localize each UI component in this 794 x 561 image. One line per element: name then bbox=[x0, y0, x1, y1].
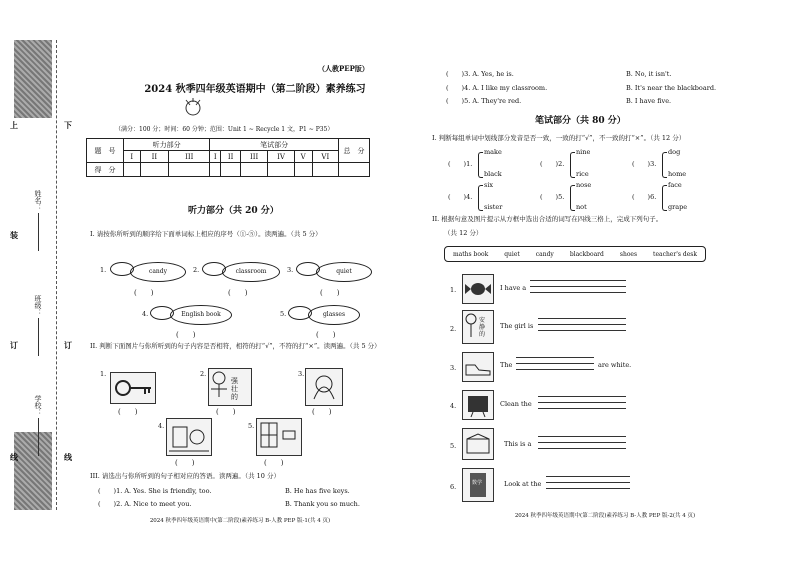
blackboard-picture bbox=[462, 390, 494, 420]
sentence-num: 4. bbox=[450, 402, 457, 410]
pair-num[interactable]: ( )1. bbox=[448, 160, 473, 168]
left-footer: 2024 秋季四年级英语期中(第二阶段)素养练习 B-人教 PEP 版-1(共 4 页) bbox=[149, 518, 331, 524]
listening-q1-text: I. 请按你所听到的顺序给下面单词标上相应的序号（①-⑤）。读两遍。（共 5 分） bbox=[90, 230, 322, 238]
writing-line[interactable] bbox=[538, 396, 626, 397]
writing-line[interactable] bbox=[546, 488, 630, 489]
binding-label-xian: 线 bbox=[10, 453, 18, 462]
word-bank-item: quiet bbox=[504, 250, 520, 258]
score-cell[interactable] bbox=[140, 163, 169, 177]
writing-line[interactable] bbox=[546, 476, 630, 477]
q3-option-b: B. I have five. bbox=[626, 97, 672, 105]
sentence-num: 5. bbox=[450, 442, 457, 450]
binding-gray-top bbox=[14, 40, 52, 118]
word-bubble: classroom bbox=[222, 262, 280, 282]
sentence-suffix: are white. bbox=[598, 361, 632, 369]
writing-line[interactable] bbox=[538, 408, 626, 409]
score-col: III bbox=[169, 151, 210, 163]
q1-item-num: 4. bbox=[142, 310, 149, 318]
class-field[interactable] bbox=[33, 295, 43, 356]
sentence-prefix: Look at the bbox=[504, 480, 542, 488]
pic-caption: 数学 bbox=[472, 480, 483, 486]
score-row-label: 得 分 bbox=[87, 163, 124, 177]
written-title: 笔试部分（共 80 分） bbox=[535, 116, 626, 126]
pair-num[interactable]: ( )2. bbox=[540, 160, 565, 168]
writing-line[interactable] bbox=[516, 363, 594, 364]
writing-line[interactable] bbox=[538, 436, 626, 437]
writing-line[interactable] bbox=[538, 442, 626, 443]
candy-icon bbox=[463, 275, 493, 303]
written-q1-text: I. 判断每组单词中划线部分发音是否一致，一致的打“√”，不一致的打“×”。（共 12 分） bbox=[432, 134, 686, 142]
answer-paren[interactable]: ( ) bbox=[176, 331, 196, 339]
q3-option-a: ( )4. A. I like my classroom. bbox=[446, 84, 548, 92]
sentence-num: 6. bbox=[450, 483, 457, 491]
listening-q3-text: III. 请选出与你所听到的句子相对应的答语。读两遍。（共 10 分） bbox=[90, 472, 280, 480]
score-cell[interactable] bbox=[221, 163, 240, 177]
pair-word-a: make bbox=[484, 148, 502, 156]
score-cell[interactable] bbox=[124, 163, 141, 177]
maths-book-picture bbox=[462, 468, 494, 502]
score-col: I bbox=[210, 151, 221, 163]
sentence-num: 2. bbox=[450, 325, 457, 333]
q2-item-num: 4. bbox=[158, 422, 165, 430]
shoe-icon bbox=[463, 353, 493, 381]
pair-num[interactable]: ( )3. bbox=[632, 160, 657, 168]
candy-picture bbox=[462, 274, 494, 304]
right-footer: 2024 秋季四年级英语期中(第二阶段)素养练习 B-人教 PEP 版-2(共 4 页) bbox=[514, 513, 696, 519]
score-cell[interactable] bbox=[169, 163, 210, 177]
score-col: III bbox=[240, 151, 268, 163]
writing-line[interactable] bbox=[538, 448, 626, 449]
score-cell[interactable] bbox=[240, 163, 268, 177]
score-cell[interactable] bbox=[210, 163, 221, 177]
score-cell[interactable] bbox=[268, 163, 294, 177]
key-picture bbox=[110, 372, 156, 404]
class-field-label: 班级： bbox=[34, 295, 42, 316]
writing-line[interactable] bbox=[530, 286, 626, 287]
sentence-prefix: This is a bbox=[504, 440, 532, 448]
brace bbox=[478, 185, 483, 211]
word-bank-item: maths book bbox=[452, 250, 489, 258]
answer-paren[interactable]: ( ) bbox=[228, 289, 248, 297]
q2-item-num: 3. bbox=[298, 370, 305, 378]
listening-title: 听力部分（共 20 分） bbox=[188, 206, 279, 216]
decor-icon bbox=[180, 96, 206, 118]
q3-option-a: ( )3. A. Yes, he is. bbox=[446, 70, 514, 78]
score-col: IV bbox=[268, 151, 294, 163]
sentence-prefix: The bbox=[500, 361, 513, 369]
pair-num[interactable]: ( )5. bbox=[540, 193, 565, 201]
room-icon bbox=[167, 419, 211, 455]
pic-caption: 安静的 bbox=[479, 317, 486, 338]
answer-paren[interactable]: ( ) bbox=[175, 459, 195, 467]
score-table-header-listening: 听力部分 bbox=[124, 139, 210, 151]
sentence-prefix: I have a bbox=[500, 284, 527, 292]
name-field[interactable] bbox=[33, 190, 43, 251]
exam-info: （满分：100 分；时间：60 分钟；范围：Unit 1 ~ Recycle 1 文，P1 ~ P35） bbox=[115, 126, 334, 133]
messy-room-picture bbox=[166, 418, 212, 456]
pair-word-a: nose bbox=[576, 181, 592, 189]
pair-word-b: black bbox=[484, 170, 502, 178]
score-col: II bbox=[140, 151, 169, 163]
binding-label-ding2: 订 bbox=[64, 341, 72, 350]
q3-option-b: B. He has five keys. bbox=[285, 487, 350, 495]
sentence-num: 1. bbox=[450, 286, 457, 294]
score-cell[interactable] bbox=[339, 163, 370, 177]
q3-option-b: B. It's near the blackboard. bbox=[626, 84, 717, 92]
answer-paren[interactable]: ( ) bbox=[118, 408, 138, 416]
answer-paren[interactable]: ( ) bbox=[316, 331, 336, 339]
score-col: V bbox=[294, 151, 312, 163]
writing-line[interactable] bbox=[516, 357, 594, 358]
word-bank-item: blackboard bbox=[569, 250, 604, 258]
score-table bbox=[86, 138, 370, 177]
brace bbox=[662, 152, 667, 178]
score-cell[interactable] bbox=[294, 163, 312, 177]
pic-caption: 强壮的 bbox=[231, 377, 238, 401]
q2-item-num: 1. bbox=[100, 370, 107, 378]
binding-label-zhuang: 装 bbox=[10, 231, 18, 240]
written-q2-text: II. 根据句意及图片提示从方框中选出合适的词写在四线三格上，完成下列句子。 bbox=[432, 215, 663, 223]
q3-option-a: ( )1. A. Yes. She is friendly, too. bbox=[98, 487, 212, 495]
pair-word-a: six bbox=[484, 181, 494, 189]
word-bank-item: candy bbox=[535, 250, 554, 258]
quiet-girl-picture bbox=[462, 310, 494, 344]
brace bbox=[662, 185, 667, 211]
writing-line[interactable] bbox=[530, 292, 626, 293]
answer-paren[interactable]: ( ) bbox=[312, 408, 332, 416]
girl-picture bbox=[305, 368, 343, 406]
sentence-num: 3. bbox=[450, 364, 457, 372]
binding-label-xian2: 线 bbox=[64, 453, 72, 462]
pair-word-b: sister bbox=[484, 203, 503, 211]
sentence-prefix: Clean the bbox=[500, 400, 532, 408]
word-bubble: glasses bbox=[308, 305, 360, 325]
pair-word-b: home bbox=[668, 170, 687, 178]
q1-item-num: 5. bbox=[280, 310, 287, 318]
brace bbox=[478, 152, 483, 178]
shoes-picture bbox=[462, 352, 494, 382]
q1-item-num: 3. bbox=[287, 266, 294, 274]
pair-word-a: face bbox=[668, 181, 682, 189]
score-col: I bbox=[124, 151, 141, 163]
brace bbox=[570, 152, 575, 178]
listening-q2-text: II. 判断下面图片与你所听到的句子内容是否相符，相符的打“√”，不符的打“×”。读两遍。（共 5 分） bbox=[90, 342, 381, 350]
word-bubble: quiet bbox=[316, 262, 372, 282]
pair-word-b: not bbox=[576, 203, 587, 211]
classroom-picture bbox=[256, 418, 302, 456]
score-table-header-qnum: 题 号 bbox=[87, 139, 124, 163]
answer-paren[interactable]: ( ) bbox=[264, 459, 284, 467]
score-col: II bbox=[221, 151, 240, 163]
school-field-label: 学校： bbox=[34, 395, 42, 416]
girl-icon bbox=[463, 311, 479, 341]
pair-num[interactable]: ( )6. bbox=[632, 193, 657, 201]
writing-line[interactable] bbox=[530, 280, 626, 281]
score-cell[interactable] bbox=[312, 163, 338, 177]
q2-item-num: 2. bbox=[200, 370, 207, 378]
writing-line[interactable] bbox=[538, 318, 626, 319]
window-icon bbox=[257, 419, 301, 455]
writing-line[interactable] bbox=[516, 369, 594, 370]
score-table-header-written: 笔试部分 bbox=[210, 139, 339, 151]
score-col: VI bbox=[312, 151, 338, 163]
q3-option-a: ( )2. A. Nice to meet you. bbox=[98, 500, 192, 508]
pair-num[interactable]: ( )4. bbox=[448, 193, 473, 201]
writing-line[interactable] bbox=[538, 330, 626, 331]
strong-person-picture bbox=[208, 368, 252, 406]
q1-item-num: 2. bbox=[193, 266, 200, 274]
school-field[interactable] bbox=[33, 395, 43, 456]
answer-paren[interactable]: ( ) bbox=[134, 289, 154, 297]
pair-word-a: nine bbox=[576, 148, 591, 156]
sentence-prefix: The girl is bbox=[500, 322, 534, 330]
q2-item-num: 5. bbox=[248, 422, 255, 430]
word-bank-item: teacher's desk bbox=[653, 250, 697, 258]
written-q2-score: （共 12 分） bbox=[444, 229, 483, 237]
writing-line[interactable] bbox=[546, 482, 630, 483]
edition-label: （人教PEP版） bbox=[318, 64, 369, 73]
girl-icon bbox=[306, 369, 342, 405]
blackboard-icon bbox=[463, 391, 493, 419]
word-bank-item: shoes bbox=[619, 250, 638, 258]
binding-dash-line bbox=[56, 40, 57, 510]
brace bbox=[570, 185, 575, 211]
q3-option-a: ( )5. A. They're red. bbox=[446, 97, 522, 105]
binding-label-ding: 订 bbox=[10, 341, 18, 350]
q1-item-num: 1. bbox=[100, 266, 107, 274]
name-field-label: 姓名： bbox=[34, 190, 42, 211]
page-title: 2024 秋季四年级英语期中（第二阶段）素养练习 bbox=[144, 84, 366, 95]
word-bubble: English book bbox=[170, 305, 232, 325]
pair-word-b: grape bbox=[668, 203, 688, 211]
word-bubble: candy bbox=[130, 262, 186, 282]
key-icon bbox=[111, 373, 155, 403]
answer-paren[interactable]: ( ) bbox=[216, 408, 236, 416]
binding-margin bbox=[8, 40, 72, 510]
q3-option-b: B. No, it isn't. bbox=[626, 70, 672, 78]
answer-paren[interactable]: ( ) bbox=[320, 289, 340, 297]
person-icon bbox=[209, 369, 229, 403]
binding-label-bottom: 下 bbox=[64, 121, 72, 130]
desk-icon bbox=[463, 429, 493, 459]
pair-word-a: dog bbox=[668, 148, 681, 156]
pair-word-b: rice bbox=[576, 170, 589, 178]
q3-option-b: B. Thank you so much. bbox=[285, 500, 360, 508]
score-table-header-total: 总 分 bbox=[339, 139, 370, 163]
word-bank bbox=[444, 246, 706, 262]
teachers-desk-picture bbox=[462, 428, 494, 460]
writing-line[interactable] bbox=[538, 324, 626, 325]
writing-line[interactable] bbox=[538, 402, 626, 403]
binding-label-top: 上 bbox=[10, 121, 18, 130]
